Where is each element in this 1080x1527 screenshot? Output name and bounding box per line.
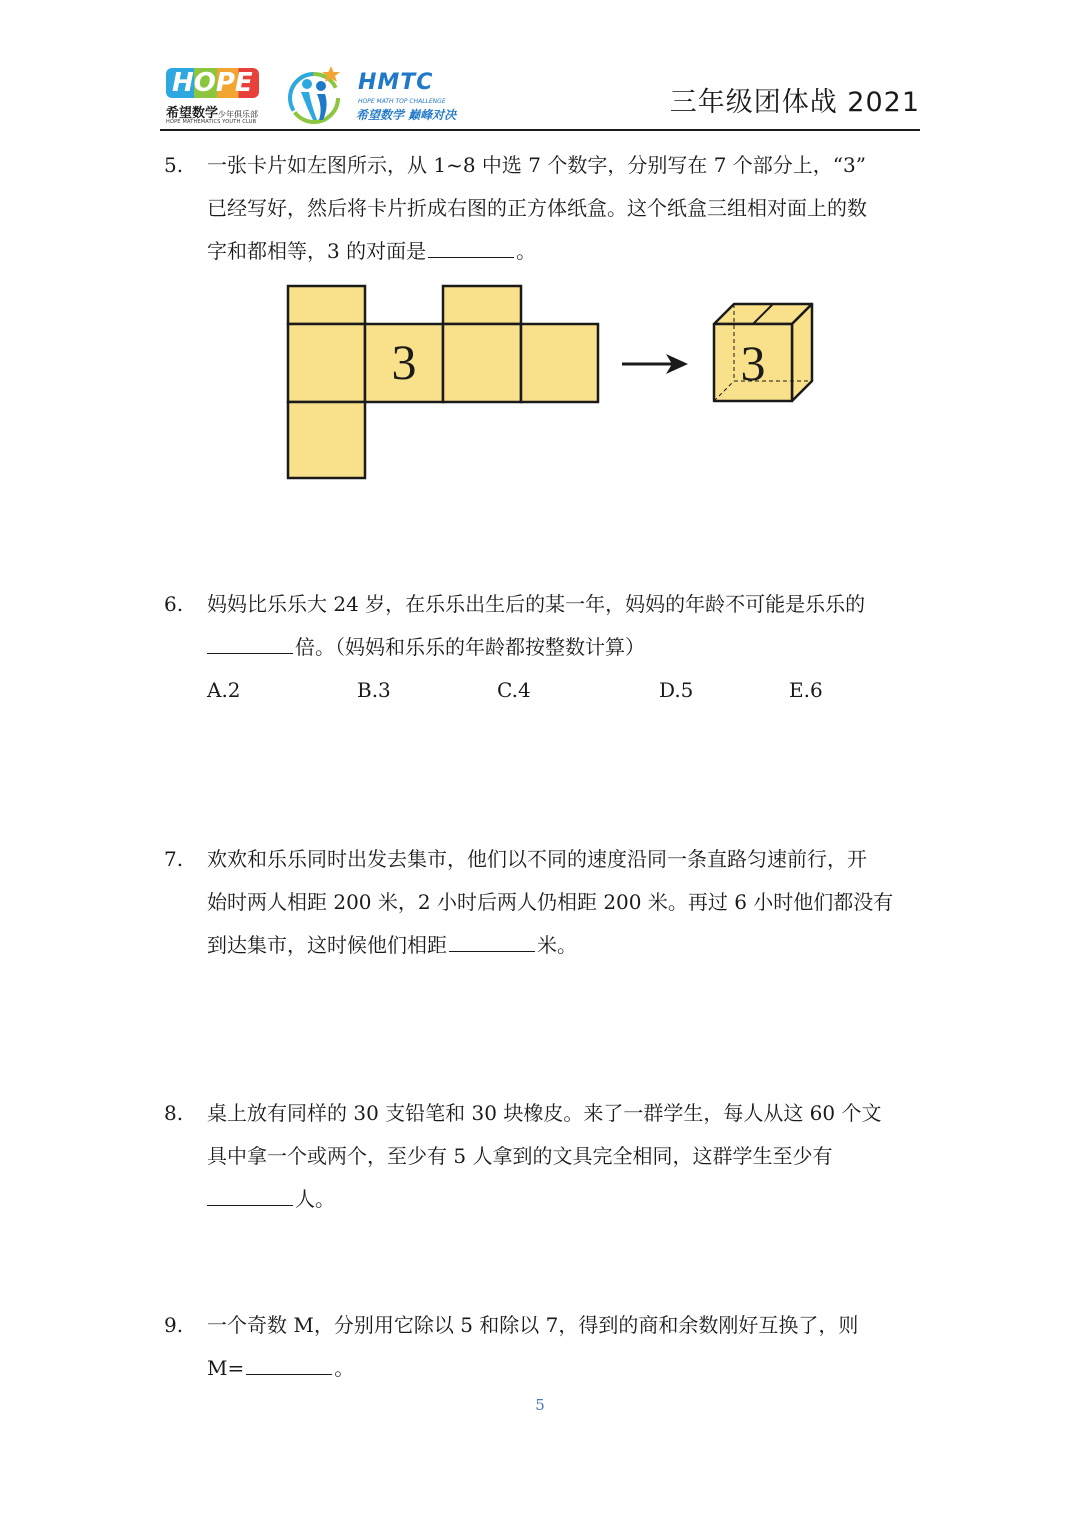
question-number: 9. <box>164 1313 184 1337</box>
question-text-after-blank: 。 <box>334 1356 355 1380</box>
question-line: 已经写好，然后将卡片折成右图的正方体纸盒。这个纸盒三组相对面上的数 <box>207 196 867 220</box>
choice-c[interactable]: C.4 <box>497 678 531 702</box>
question-line: 一张卡片如左图所示，从 1~8 中选 7 个数字，分别写在 7 个部分上，“3” <box>207 153 866 177</box>
question-7 <box>160 838 920 968</box>
question-text: M= <box>207 1356 245 1380</box>
hmtc-emblem-icon <box>287 64 345 126</box>
hope-logo-english: HOPE MATHEMATICS YOUTH CLUB <box>166 119 257 125</box>
question-number: 6. <box>164 592 184 616</box>
hmtc-logo-chinese: 希望数学 巅峰对决 <box>356 108 457 122</box>
net-face-label: 3 <box>391 334 417 390</box>
hope-logo-sub-small: 少年俱乐部 <box>218 110 259 119</box>
hope-logo-word: HOPE <box>166 68 259 98</box>
cube-net <box>288 286 598 478</box>
net-face-middle <box>443 324 521 402</box>
question-number: 7. <box>164 847 184 871</box>
arrow-icon <box>622 354 688 374</box>
question-line: 具中拿一个或两个，至少有 5 人拿到的文具完全相同，这群学生至少有 <box>207 1144 833 1168</box>
hmtc-logo-word: HMTC <box>358 70 434 95</box>
question-text-after-blank: 米。 <box>537 933 577 957</box>
answer-blank[interactable] <box>449 929 535 952</box>
question-8 <box>160 1092 920 1222</box>
choice-d[interactable]: D.5 <box>659 678 694 702</box>
page-title: 三年级团体战 2021 <box>669 87 920 118</box>
question-line-with-blank <box>207 230 536 273</box>
question-line: 欢欢和乐乐同时出发去集市，他们以不同的速度沿同一条直路匀速前行，开 <box>207 847 867 871</box>
cube-face-label: 3 <box>740 335 766 391</box>
net-face-top-left <box>288 286 365 324</box>
answer-blank[interactable] <box>207 631 293 654</box>
question-line: 一个奇数 M，分别用它除以 5 和除以 7，得到的商和余数刚好互换了，则 <box>207 1313 859 1337</box>
net-face-bottom-left <box>288 402 365 478</box>
answer-blank[interactable] <box>428 235 514 258</box>
choice-e[interactable]: E.6 <box>789 678 823 702</box>
net-face-top-middle <box>443 286 521 324</box>
hmtc-logo-english: HOPE MATH TOP CHALLENGE <box>358 98 446 105</box>
question-9 <box>160 1304 920 1394</box>
question-6 <box>160 583 920 713</box>
answer-blank[interactable] <box>246 1352 332 1375</box>
question-line-with-blank <box>207 1178 335 1221</box>
choice-b[interactable]: B.3 <box>357 678 391 702</box>
question-text: 到达集市，这时候他们相距 <box>207 933 447 957</box>
question-text-after-blank: 人。 <box>295 1187 335 1211</box>
question-line-with-blank <box>207 924 577 967</box>
question-5 <box>160 144 920 274</box>
question-line: 妈妈比乐乐大 24 岁，在乐乐出生后的某一年，妈妈的年龄不可能是乐乐的 <box>207 592 866 616</box>
net-face-left <box>288 324 365 402</box>
net-face-right <box>521 324 598 402</box>
hope-logo-sub: 希望数学 <box>166 106 219 121</box>
question-text-after-blank: 。 <box>516 239 537 263</box>
header-divider <box>160 129 920 131</box>
hope-logo <box>166 68 266 126</box>
page-number: 5 <box>535 1396 545 1414</box>
question-text-after-blank: 倍。（妈妈和乐乐的年龄都按整数计算） <box>295 635 645 659</box>
answer-blank[interactable] <box>207 1183 293 1206</box>
choice-a[interactable]: A.2 <box>207 678 241 702</box>
question-number: 8. <box>164 1101 184 1125</box>
question-line: 始时两人相距 200 米，2 小时后两人仍相距 200 米。再过 6 小时他们都没有 <box>207 890 894 914</box>
question-line-with-blank <box>207 626 645 669</box>
question-text: 字和都相等，3 的对面是 <box>207 239 427 263</box>
question-line: 桌上放有同样的 30 支铅笔和 30 块橡皮。来了一群学生，每人从这 60 个文 <box>207 1101 882 1125</box>
question-number: 5. <box>164 153 184 177</box>
cube-net-figure <box>280 280 840 490</box>
question-line-with-blank <box>207 1347 354 1390</box>
page-header <box>160 60 920 130</box>
